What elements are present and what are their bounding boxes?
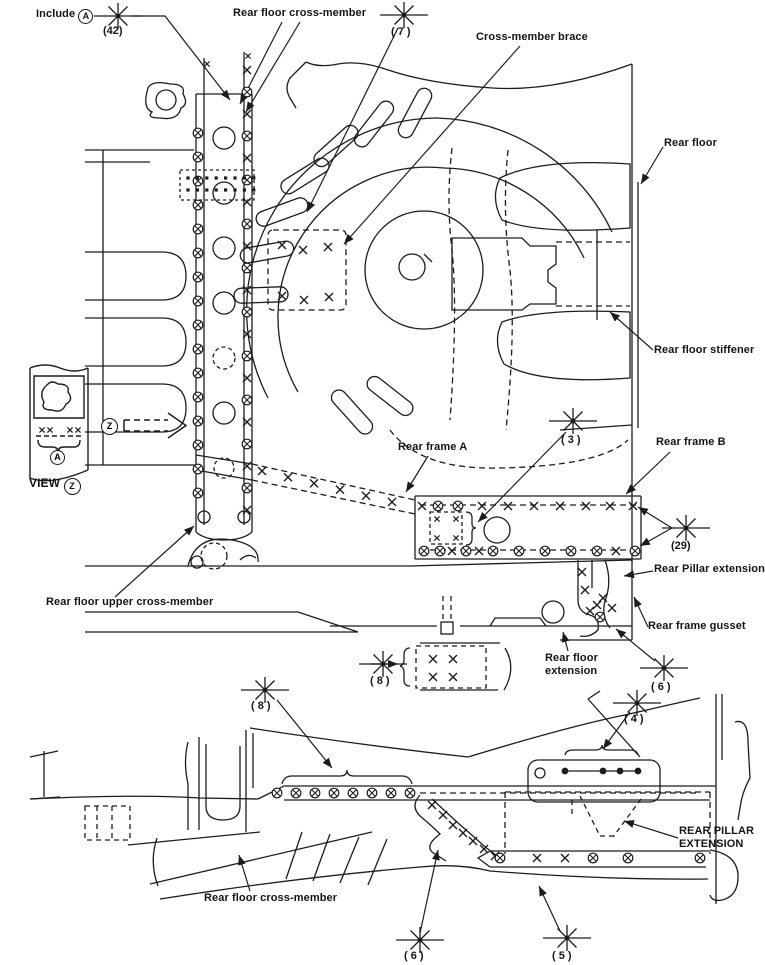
count-7: ( 7 )	[391, 26, 411, 38]
weld-mark-dot	[215, 176, 218, 179]
weld-mark-wx	[533, 854, 541, 862]
count-6-top: ( 6 )	[651, 681, 671, 693]
weld-mark-wo	[348, 788, 358, 798]
weld-mark-wo	[453, 501, 463, 511]
weld-mark-wo	[193, 440, 203, 450]
weld-mark-dot	[233, 176, 236, 179]
weld-mark-wx	[258, 467, 266, 475]
weld-mark-wo	[329, 788, 339, 798]
weld-mark-wx	[581, 586, 589, 594]
weld-mark-wo	[193, 488, 203, 498]
weld-mark-wx	[449, 655, 457, 663]
weld-mark-wo	[540, 546, 550, 556]
label-rear-frame-b: Rear frame B	[656, 436, 726, 448]
weld-mark-wx	[459, 829, 467, 837]
weld-mark-dot	[186, 176, 189, 179]
weld-mark-wo	[193, 368, 203, 378]
z-view-arrow	[124, 413, 186, 438]
weld-mark-wo	[193, 464, 203, 474]
weld-mark-wxs	[245, 53, 250, 58]
weld-mark-dot	[233, 188, 236, 191]
include-text: Include	[36, 8, 76, 20]
weld-mark-wo	[193, 392, 203, 402]
rear-floor-extension-line1: Rear floor	[545, 652, 598, 664]
weld-mark-fdot	[562, 768, 569, 775]
weld-mark-wx	[556, 502, 564, 510]
weld-mark-wx	[429, 655, 437, 663]
weld-mark-wx	[593, 601, 601, 609]
view-text: VIEW	[29, 476, 61, 490]
weld-mark-wx	[586, 607, 594, 615]
weld-mark-wo	[461, 546, 471, 556]
star-29	[662, 515, 710, 541]
weld-mark-wx	[449, 821, 457, 829]
weld-mark-wxs	[434, 516, 439, 521]
weld-mark-wxs	[453, 535, 458, 540]
weld-mark-wx	[629, 502, 637, 510]
label-rear-frame-a: Rear frame A	[398, 441, 468, 453]
weld-mark-wo	[193, 248, 203, 258]
weld-mark-wo	[310, 788, 320, 798]
weld-mark-wx	[475, 547, 483, 555]
weld-mark-wo	[272, 788, 282, 798]
weld-mark-wxs	[453, 516, 458, 521]
label-rear-floor: Rear floor	[664, 137, 717, 149]
weld-mark-wx	[608, 604, 616, 612]
weld-mark-wx	[582, 502, 590, 510]
weld-marks	[39, 53, 704, 862]
weld-mark-wx	[299, 246, 307, 254]
weld-mark-wo	[623, 853, 633, 863]
weld-mark-wx	[324, 243, 332, 251]
label-rear-floor-cross-member-top: Rear floor cross-member	[233, 7, 367, 19]
star-6-top	[640, 655, 688, 681]
weld-mark-wxs	[75, 427, 80, 432]
weld-mark-wo	[386, 788, 396, 798]
badge-z-icon: Z	[64, 478, 81, 495]
weld-mark-dot	[224, 188, 227, 191]
weld-mark-dot	[186, 188, 189, 191]
weld-mark-wo	[595, 612, 605, 622]
weld-mark-wo	[495, 853, 505, 863]
weld-mark-wx	[429, 673, 437, 681]
weld-mark-wx	[418, 502, 426, 510]
star-3	[549, 408, 597, 434]
weld-mark-wo	[242, 219, 252, 229]
top-diagram	[85, 52, 641, 690]
weld-mark-wxs	[434, 535, 439, 540]
weld-mark-wxs	[67, 427, 72, 432]
caps-line2: EXTENSION	[679, 837, 744, 850]
label-rear-pillar-extension: Rear Pillar extension	[654, 563, 765, 575]
weld-mark-wo	[588, 853, 598, 863]
weld-mark-dot	[224, 176, 227, 179]
weld-mark-dot	[215, 188, 218, 191]
weld-mark-wo	[405, 788, 415, 798]
weld-mark-wo	[193, 152, 203, 162]
label-rear-pillar-extension-caps	[679, 825, 754, 851]
weld-mark-wx	[310, 479, 318, 487]
weld-mark-wx	[388, 498, 396, 506]
weld-mark-wx	[469, 837, 477, 845]
weld-mark-wx	[478, 502, 486, 510]
weld-mark-dot	[252, 176, 255, 179]
weld-mark-fdot	[600, 768, 607, 775]
rear-floor-extension-line2: extension	[545, 664, 598, 677]
weld-mark-wx	[504, 502, 512, 510]
weld-mark-wx	[606, 502, 614, 510]
count-4: ( 4 )	[624, 713, 644, 725]
weld-mark-wx	[362, 492, 370, 500]
weld-mark-wxs	[39, 427, 44, 432]
weld-mark-wx	[449, 673, 457, 681]
weld-mark-wo	[193, 128, 203, 138]
badge-a-view-icon: A	[50, 450, 65, 465]
weld-mark-wo	[193, 296, 203, 306]
count-42: (42)	[103, 25, 123, 37]
weld-mark-dot	[196, 176, 199, 179]
weld-mark-wo	[419, 546, 429, 556]
weld-mark-wo	[242, 87, 252, 97]
weld-mark-wo	[488, 546, 498, 556]
count-6-bottom: ( 6 )	[404, 950, 424, 962]
label-view-z	[29, 476, 81, 495]
weld-mark-wo	[514, 546, 524, 556]
caps-line1: REAR PILLAR	[679, 825, 755, 837]
weld-mark-wo	[193, 320, 203, 330]
label-rear-floor-stiffener: Rear floor stiffener	[654, 344, 755, 356]
weld-mark-dot	[196, 188, 199, 191]
weld-mark-wx	[336, 486, 344, 494]
label-rear-floor-upper-cross-member: Rear floor upper cross-member	[46, 596, 214, 608]
weld-mark-wo	[193, 344, 203, 354]
weld-mark-wx	[284, 473, 292, 481]
weld-mark-wo	[435, 546, 445, 556]
weld-count-stars	[94, 2, 710, 953]
weld-mark-wx	[439, 811, 447, 819]
weld-mark-wo	[630, 546, 640, 556]
star-5	[543, 925, 591, 951]
label-cross-member-brace: Cross-member brace	[476, 31, 588, 43]
star-7	[380, 2, 428, 28]
weld-mark-wo	[367, 788, 377, 798]
count-5: ( 5 )	[552, 950, 572, 962]
weld-mark-wo	[242, 439, 252, 449]
weld-mark-wo	[695, 853, 705, 863]
badge-z-pointer-icon: Z	[101, 418, 118, 435]
weld-mark-wo	[193, 224, 203, 234]
weld-mark-wo	[433, 501, 443, 511]
weld-mark-fdot	[617, 768, 624, 775]
weld-mark-wxs	[47, 427, 52, 432]
label-rear-floor-extension	[545, 652, 598, 678]
weld-mark-wo	[592, 546, 602, 556]
weld-mark-dot	[243, 176, 246, 179]
label-include-a	[36, 8, 93, 24]
weld-mark-wo	[242, 307, 252, 317]
weld-mark-wx	[325, 293, 333, 301]
weld-mark-wo	[242, 483, 252, 493]
weld-mark-wo	[566, 546, 576, 556]
weld-mark-wx	[612, 547, 620, 555]
count-8-inset: ( 8 )	[370, 675, 390, 687]
label-rear-floor-cross-member-bottom: Rear floor cross-member	[204, 892, 338, 904]
count-29: (29)	[671, 540, 691, 552]
weld-mark-wx	[561, 854, 569, 862]
weld-mark-wx	[300, 296, 308, 304]
weld-mark-wo	[242, 395, 252, 405]
weld-mark-wo	[242, 263, 252, 273]
count-8-bottom: ( 8 )	[251, 700, 271, 712]
weld-mark-wo	[291, 788, 301, 798]
weld-mark-wo	[242, 351, 252, 361]
weld-mark-dot	[252, 188, 255, 191]
weld-mark-dot	[205, 176, 208, 179]
badge-a-icon: A	[78, 9, 93, 24]
weld-mark-wxs	[204, 61, 209, 66]
label-rear-frame-gusset: Rear frame gusset	[648, 620, 746, 632]
star-8-inset	[359, 651, 407, 677]
weld-mark-wo	[193, 272, 203, 282]
weld-mark-dot	[243, 188, 246, 191]
weld-mark-wo	[242, 131, 252, 141]
weld-mark-wo	[193, 200, 203, 210]
weld-mark-wo	[193, 416, 203, 426]
weld-mark-wx	[578, 568, 586, 576]
weld-mark-wx	[428, 801, 436, 809]
weld-mark-wx	[448, 547, 456, 555]
weld-mark-fdot	[635, 768, 642, 775]
weld-mark-wx	[530, 502, 538, 510]
count-3: ( 3 )	[561, 434, 581, 446]
weld-mark-dot	[205, 188, 208, 191]
